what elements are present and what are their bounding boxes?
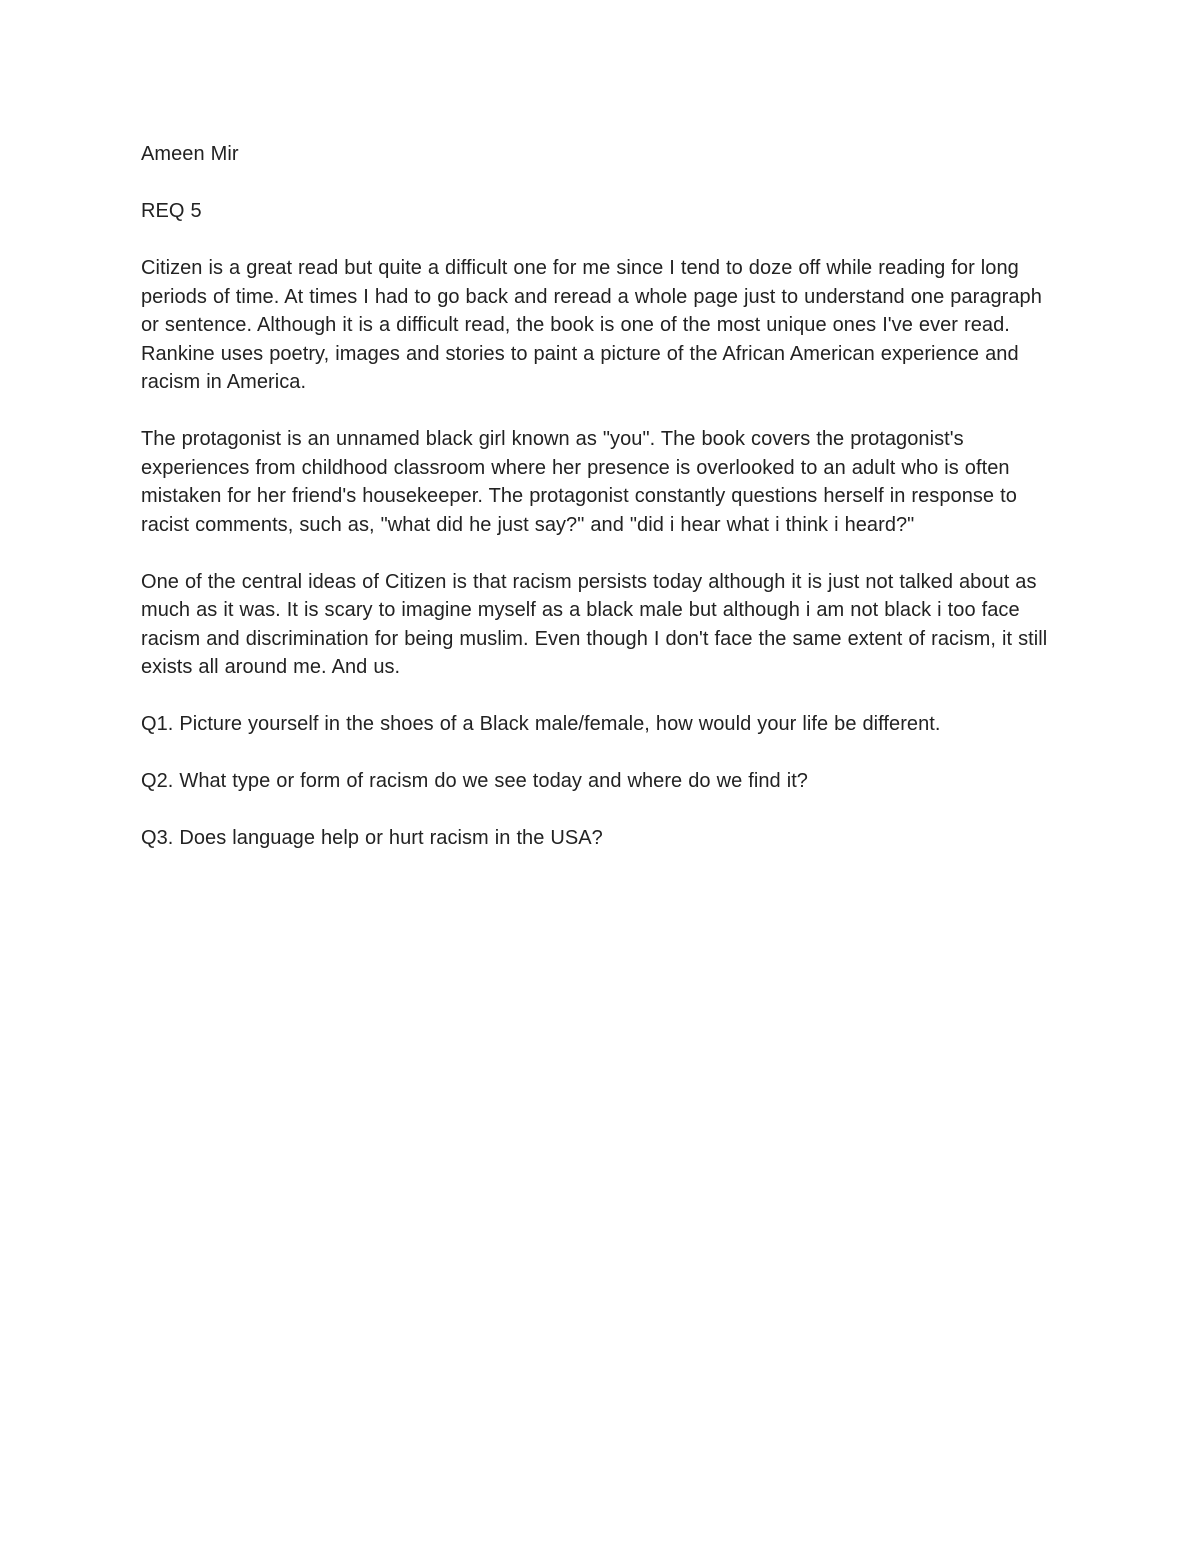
assignment-title: REQ 5 xyxy=(141,200,202,222)
question-1: Q1. Picture yourself in the shoes of a Black male/female, how would your life be different. xyxy=(141,713,941,735)
question-2: Q2. What type or form of racism do we see today and where do we find it? xyxy=(141,770,808,792)
paragraph-3: One of the central ideas of Citizen is that racism persists today although it is just not talked about as much as it was. It is scary to imagine myself as a black male but although i am not black i too face racism and discrimination for being muslim. Even though I don't face the same extent of racism, it still exists all around me. And us. xyxy=(141,570,1048,678)
paragraph-1: Citizen is a great read but quite a difficult one for me since I tend to doze off while reading for long periods of time. At times I had to go back and reread a whole page just to understand one paragraph or sentence. Although it is a difficult read, the book is one of the most unique ones I've ever read. Rankine uses poetry, images and stories to paint a picture of the African American experience and racism in America. xyxy=(141,257,1042,393)
question-3: Q3. Does language help or hurt racism in the USA? xyxy=(141,827,603,849)
author-name: Ameen Mir xyxy=(141,143,239,165)
document-body xyxy=(141,140,1056,881)
paragraph-2: The protagonist is an unnamed black girl known as "you". The book covers the protagonist's experiences from childhood classroom where her presence is overlooked to an adult who is often mistaken for her friend's housekeeper. The protagonist constantly questions herself in response to racist comments, such as, "what did he just say?" and "did i hear what i think i heard?" xyxy=(141,428,1017,536)
